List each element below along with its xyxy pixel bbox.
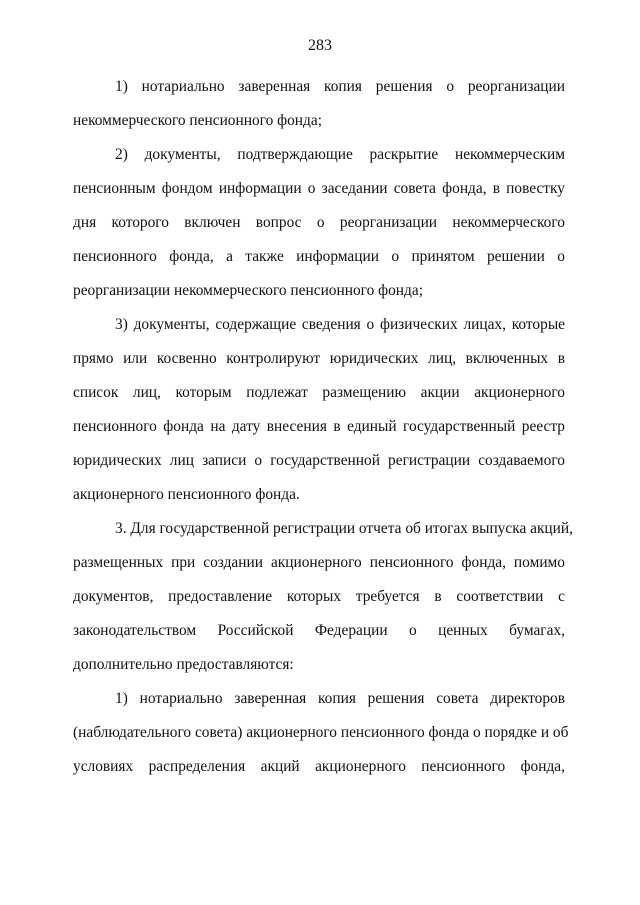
text-line: юридических лиц записи о государственной регистрации создаваемого	[73, 452, 565, 469]
page-number: 283	[308, 37, 332, 54]
text-line: 2) документы, подтверждающие раскрытие некоммерческим	[115, 146, 565, 163]
text-line: 1) нотариально заверенная копия решения о реорганизации	[115, 78, 565, 95]
text-line: пенсионного фонда на дату внесения в единый государственный реестр	[73, 418, 565, 435]
text-line: некоммерческого пенсионного фонда;	[73, 112, 322, 129]
text-line: дополнительно предоставляются:	[73, 656, 294, 673]
document-body	[73, 70, 573, 784]
text-line: пенсионным фондом информации о заседании совета фонда, в повестку	[73, 180, 565, 197]
text-line: 3) документы, содержащие сведения о физических лицах, которые	[115, 316, 565, 333]
text-line: дня которого включен вопрос о реорганизации некоммерческого	[73, 214, 565, 231]
text-line: (наблюдательного совета) акционерного пенсионного фонда о порядке и об	[73, 724, 569, 741]
text-line: акционерного пенсионного фонда.	[73, 486, 300, 503]
text-line: законодательством Российской Федерации о ценных бумагах,	[73, 622, 565, 639]
text-line: документов, предоставление которых требуется в соответствии с	[73, 588, 565, 605]
text-line: прямо или косвенно контролируют юридических лиц, включенных в	[73, 350, 565, 367]
text-line: реорганизации некоммерческого пенсионного фонда;	[73, 282, 423, 299]
text-line: условиях распределения акций акционерного пенсионного фонда,	[73, 758, 565, 775]
text-line: 1) нотариально заверенная копия решения совета директоров	[115, 690, 565, 707]
text-line: 3. Для государственной регистрации отчета об итогах выпуска акций,	[115, 520, 573, 537]
text-line: список лиц, которым подлежат размещению акции акционерного	[73, 384, 565, 401]
text-line: пенсионного фонда, а также информации о принятом решении о	[73, 248, 565, 265]
text-line: размещенных при создании акционерного пенсионного фонда, помимо	[73, 554, 565, 571]
